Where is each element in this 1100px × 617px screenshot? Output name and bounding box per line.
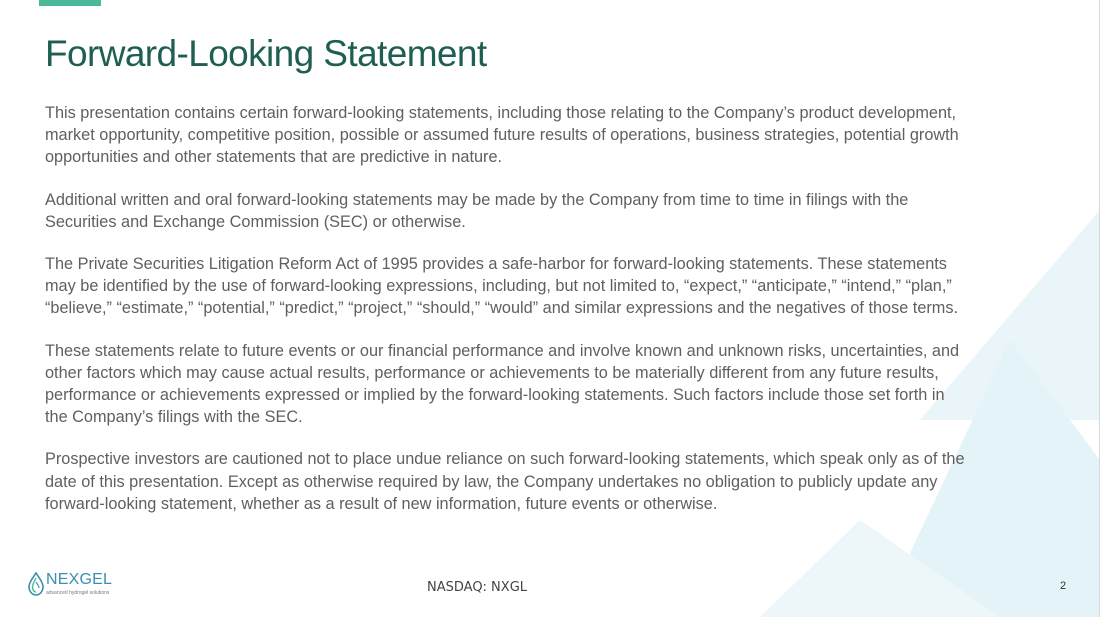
paragraph-5: Prospective investors are cautioned not to place undue reliance on such forward-looking statements, which speak only as of the date of this presentation. Except as otherwise required by law, the Company undertakes no obligation to publicly update any forward-looking statement, whether as a result of new information, future events or otherwise.	[45, 450, 965, 513]
droplet-logo-icon	[26, 572, 46, 596]
logo-tagline: advanced hydrogel solutions	[46, 590, 110, 596]
page-title: Forward-Looking Statement	[45, 33, 487, 74]
logo-wordmark: NEXGEL	[46, 571, 113, 588]
paragraph-3: The Private Securities Litigation Reform Act of 1995 provides a safe-harbor for forward-looking statements. These statements may be identified by the use of forward-looking expressions, including, but not limited to, “expect,” “anticipate,” “intend,” “plan,” “believe,” “estimate,” “potential,” “predict,” “project,” “should,” “would” and similar expressions and the negatives of those terms.	[45, 255, 959, 318]
page-number: 2	[1060, 580, 1067, 592]
paragraph-4: These statements relate to future events or our financial performance and involve known and unknown risks, uncertainties, and other factors which may cause actual results, performance or achievements to be materially different from any future results, performance or achievements expressed or implied by the forward-looking statements. Such factors include those set forth in the Company’s filings with the SEC.	[45, 341, 960, 427]
paragraph-1: This presentation contains certain forward-looking statements, including those relating to the Company’s product development, market opportunity, competitive position, possible or assumed future results of operations, business strategies, potential growth opportunities and other statements that are predictive in nature.	[45, 104, 959, 167]
paragraph-2: Additional written and oral forward-looking statements may be made by the Company from time to time in filings with the Securities and Exchange Commission (SEC) or otherwise.	[45, 190, 909, 231]
footer-ticker: NASDAQ: NXGL	[427, 580, 528, 595]
nexgel-logo	[26, 570, 126, 600]
statement-body	[45, 102, 965, 535]
